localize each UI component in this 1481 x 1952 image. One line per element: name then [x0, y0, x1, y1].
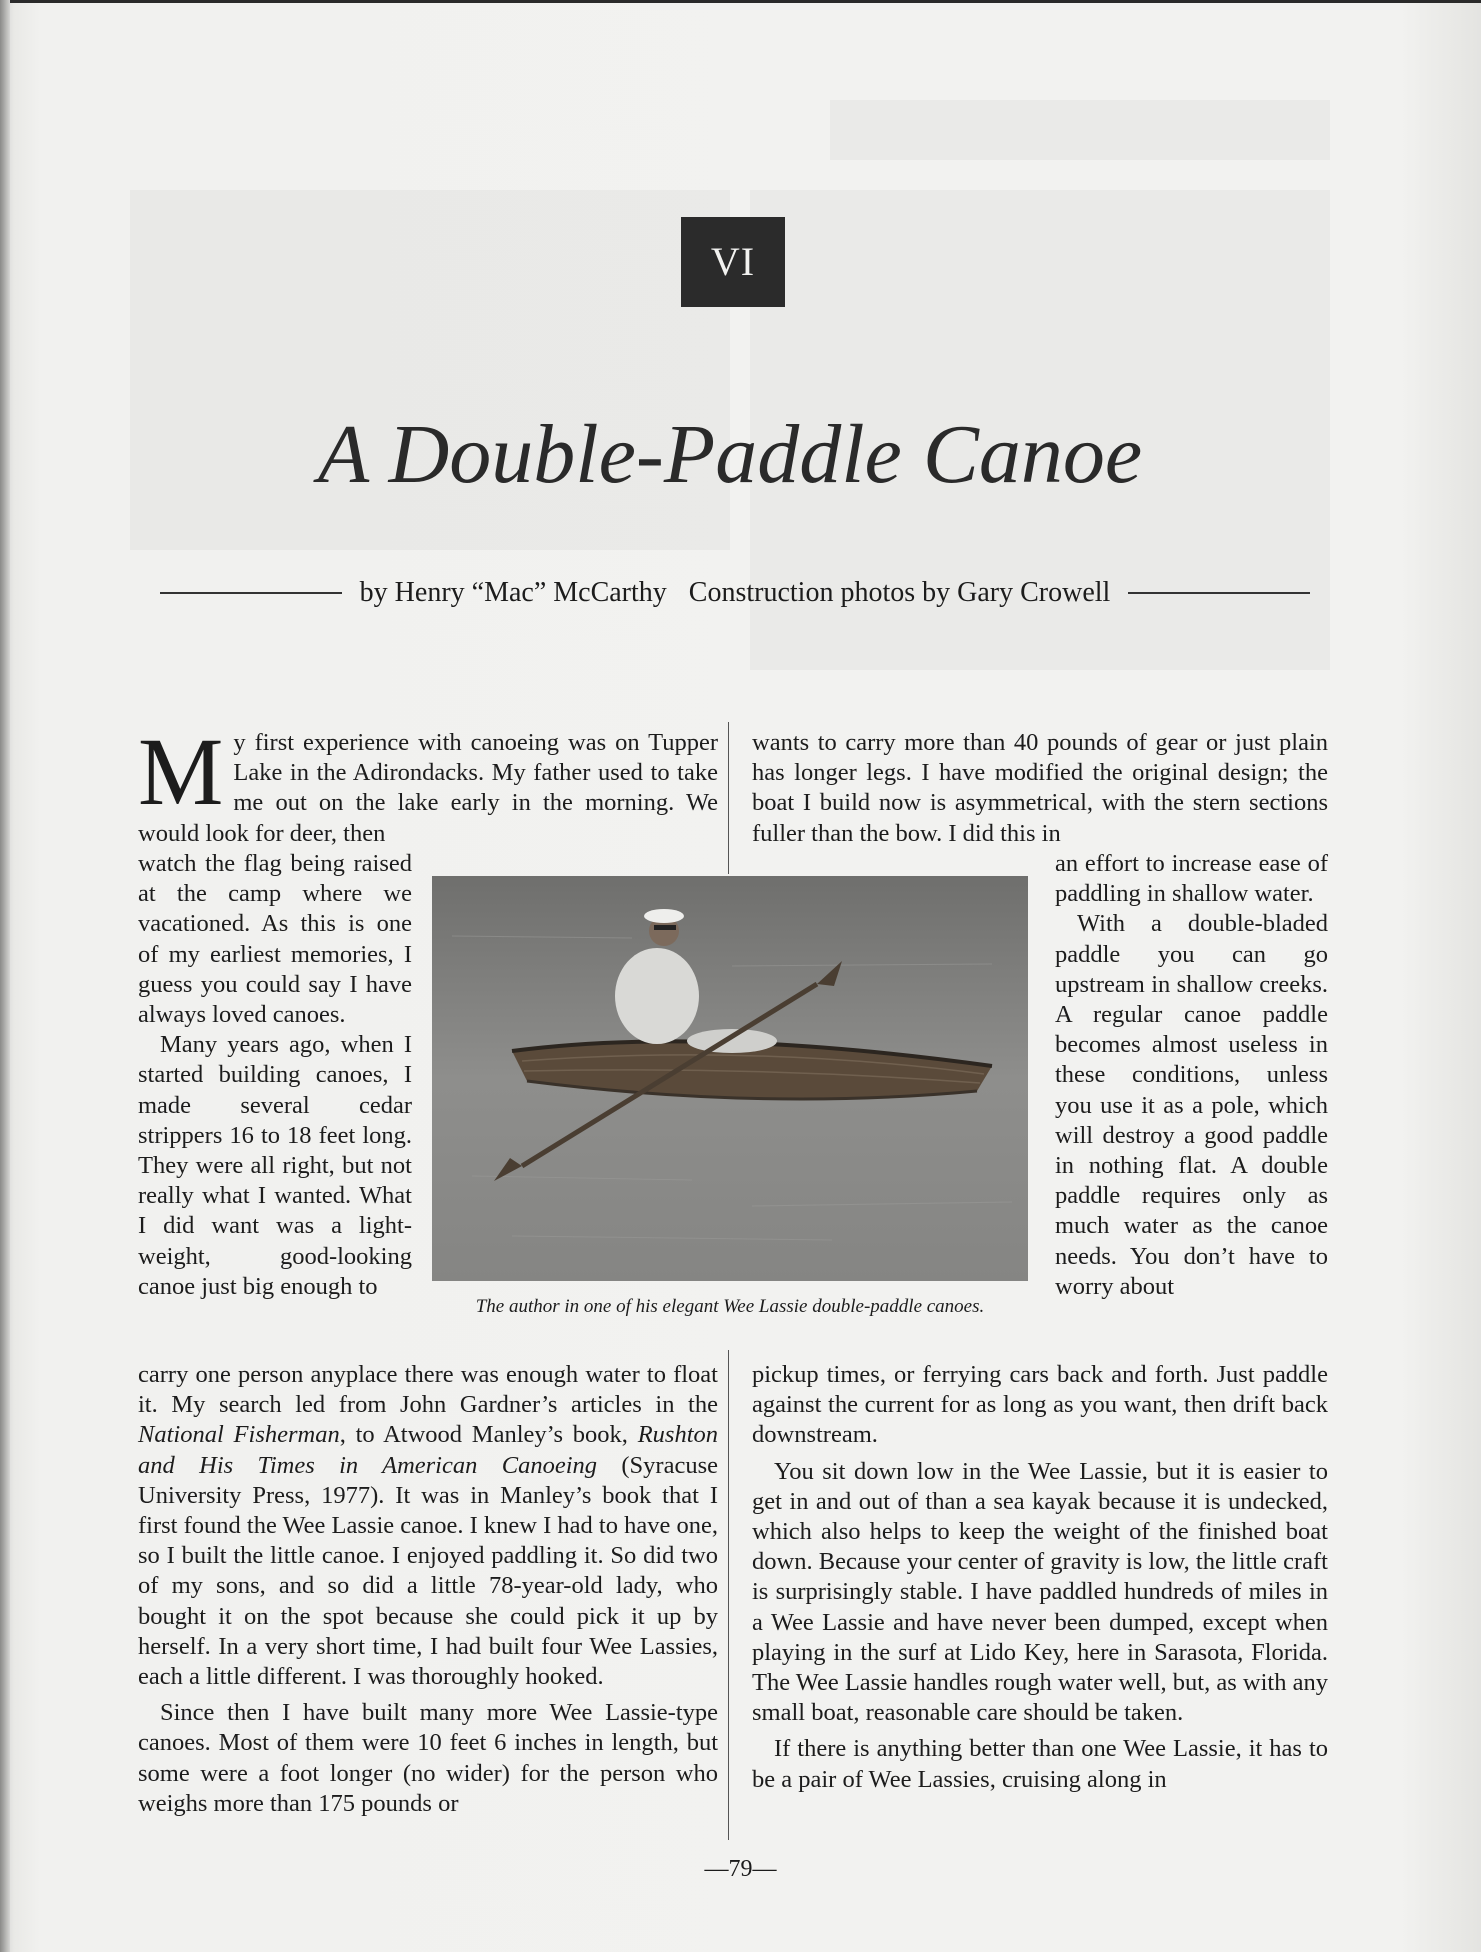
paragraph: an effort to increase ease of paddling in shallow water. [1055, 850, 1328, 908]
book-title: Rushton and His Times in American Canoeing [138, 1421, 718, 1479]
paragraph: With a double-bladed paddle you can go upstream in shallow creeks. A regular canoe paddle becomes almost useless in these conditions, unless you use it as a pole, which will destroy a good paddle in nothing flat. A double paddle requires only as much water as the canoe needs. You don’t have to worry about [1055, 910, 1328, 1300]
paragraph: Since then I have built many more Wee Lassie-type canoes. Most of them were 10 feet 6 inches in length, but some were a foot longer (no wider) for the person who weighs more than 175 pounds or [138, 1699, 718, 1817]
chapter-number: VI [681, 217, 785, 307]
right-column-narrow [1055, 849, 1328, 1302]
paragraph: wants to carry more than 40 pounds of gear or just plain has longer legs. I have modified the original design; the boat I build now is asymmetrical, with the stern sections fuller than the bow. I did this in [752, 729, 1328, 847]
drop-cap: M [138, 718, 224, 825]
byline-author: by Henry “Mac” McCarthy [359, 577, 667, 608]
publication-title: National Fisherman [138, 1421, 340, 1449]
canoe-photo [432, 876, 1028, 1281]
text-run: carry one person anyplace there was enough water to float it. My search led from John Gardner’s articles in the [138, 1361, 718, 1419]
byline-rule-right [1128, 592, 1310, 594]
left-column-narrow [138, 849, 412, 1302]
left-opening-text: y first experience with canoeing was on Tupper Lake in the Adirondacks. My father used to take me out on the lake early in the morning. We would look for deer, then [138, 729, 718, 847]
canoe-photo-illustration [432, 876, 1028, 1281]
byline [160, 575, 1310, 611]
text-run: (Syracuse University Press, 1977). It was in Manley’s book that I first found the Wee Lassie canoe. I knew I had to have one, so I built the little canoe. I enjoyed paddling it. So did two of my sons, and so did a little 78-year-old lady, who bought it on the spot because she could pick it up by herself. In a very short time, I had built four Wee Lassies, each a little different. I was thoroughly hooked. [138, 1451, 718, 1691]
paragraph: pickup times, or ferrying cars back and forth. Just paddle against the current for as long as you want, then drift back downstream. [752, 1361, 1328, 1449]
text-run: , to Atwood Manley’s book, [339, 1421, 638, 1449]
top-edge [0, 0, 1481, 3]
right-column-bottom [752, 1360, 1328, 1795]
paragraph: watch the flag being raised at the camp where we vacationed. As this is one of my earliest memories, I guess you could say I have always loved canoes. [138, 850, 412, 1029]
column-rule-bottom [728, 1350, 729, 1840]
byline-rule-left [160, 592, 342, 594]
left-column-bottom [138, 1360, 718, 1819]
paragraph: You sit down low in the Wee Lassie, but it is easier to get in and out of than a sea kayak because it is undecked, which also helps to keep the weight of the finished boat down. Because your center of gravity is low, the little craft is surprisingly stable. I have paddled hundreds of miles in a Wee Lassie and have never been dumped, except when playing in the surf at Lido Key, here in Sarasota, Florida. The Wee Lassie handles rough water well, but, as with any small boat, reasonable care should be taken. [752, 1457, 1328, 1727]
paragraph [138, 1360, 718, 1692]
byline-photo-credit: Construction photos by Gary Crowell [688, 577, 1111, 608]
left-column-top [138, 718, 718, 849]
show-through-block [830, 100, 1330, 160]
column-rule-top [728, 722, 729, 874]
paragraph: Many years ago, when I started building canoes, I made several cedar strippers 16 to 18 feet long. They were all right, but not really what I wanted. What I did want was a light-weight, good-looking canoe just big enough to [138, 1031, 412, 1300]
photo-caption: The author in one of his elegant Wee Lassie double-paddle canoes. [475, 1296, 985, 1317]
paragraph: If there is anything better than one Wee Lassie, it has to be a pair of Wee Lassies, cruising along in [752, 1735, 1328, 1793]
page-number: —79— [704, 1856, 777, 1882]
right-column-top [752, 728, 1328, 849]
binding-shadow [0, 0, 10, 1952]
byline-text [360, 577, 1111, 609]
article-title: A Double-Paddle Canoe [317, 408, 1143, 501]
